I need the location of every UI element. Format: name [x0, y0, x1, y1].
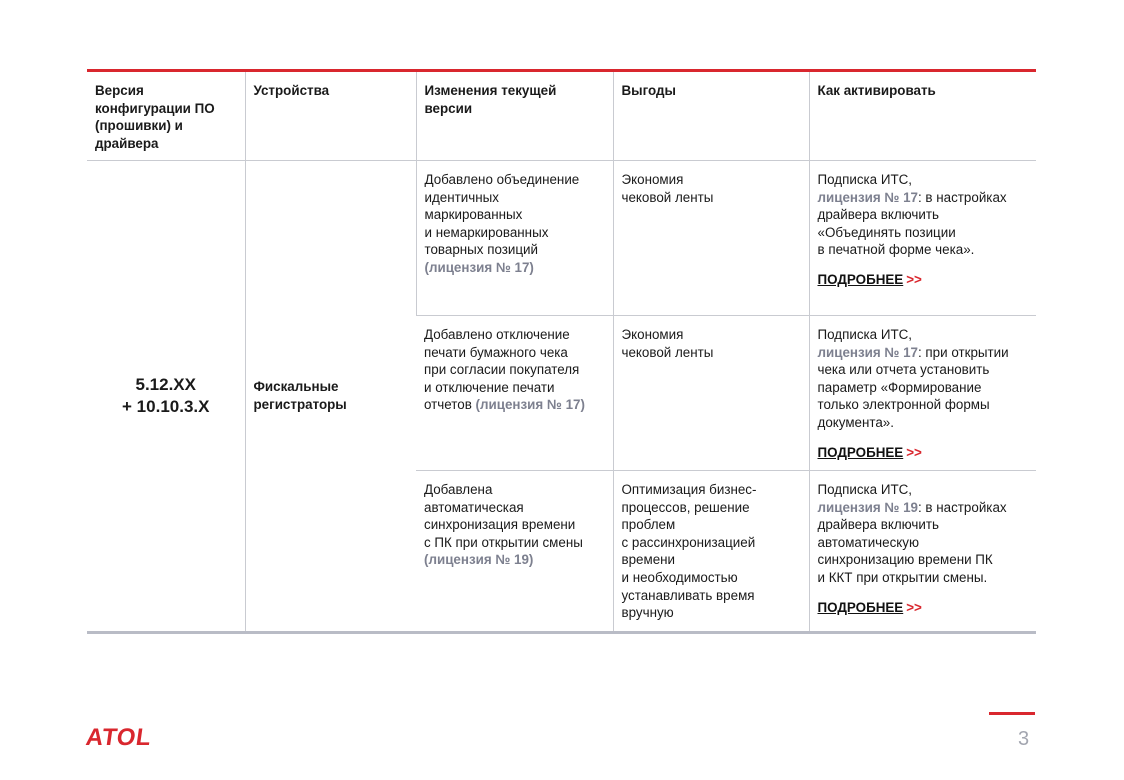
more-arrow-icon: >> [906, 599, 922, 615]
activation-line: в печатной форме чека». [817, 242, 975, 258]
change-license: (лицензия № 19) [424, 552, 534, 568]
activation-cell [809, 316, 1036, 471]
more-link[interactable] [818, 599, 922, 617]
change-line-text: отчетов [424, 397, 472, 413]
benefit-line: устанавливать время [621, 587, 755, 603]
change-line: синхронизация времени [424, 517, 576, 533]
activation-line: и ККТ при открытии смены. [817, 569, 988, 585]
header-changes: Изменения текущей версии [416, 72, 613, 161]
benefit-line: Оптимизация бизнес- [621, 482, 757, 497]
device-cell [245, 161, 416, 632]
benefit-cell [613, 316, 809, 471]
more-link-label[interactable]: ПОДРОБНЕЕ [817, 444, 904, 460]
version-driver: + 10.10.3.X [122, 397, 210, 416]
header-benefits: Выгоды [613, 72, 809, 161]
device-line-2: регистраторы [253, 397, 347, 412]
version-firmware: 5.12.XX [135, 375, 196, 394]
activation-line: драйвера включить [817, 207, 939, 223]
more-link[interactable] [818, 271, 922, 289]
activation-line: «Объединять позиции [817, 224, 956, 240]
benefit-line: с рассинхронизацией [621, 534, 756, 550]
more-link-label[interactable]: ПОДРОБНЕЕ [817, 271, 904, 287]
more-arrow-icon: >> [906, 444, 922, 460]
benefit-line: Экономия [621, 327, 684, 342]
change-license: (лицензия № 17) [424, 259, 534, 275]
change-cell [416, 316, 613, 471]
more-arrow-icon: >> [906, 271, 922, 287]
activation-line: только электронной формы [817, 397, 990, 413]
benefit-cell [613, 471, 809, 632]
page-number-rule [989, 712, 1035, 715]
benefit-line: и необходимостью [621, 569, 738, 585]
atol-logo: ATOL [84, 724, 154, 751]
change-line [424, 396, 605, 414]
activation-line: : при открытии [917, 344, 1009, 360]
comparison-table-wrapper [87, 69, 1036, 634]
header-version: Версия конфигурации ПО (прошивки) и драйвера [87, 72, 245, 161]
change-line: печати бумажного чека [424, 344, 568, 360]
activation-license-line [818, 344, 1029, 362]
activation-license-line [818, 189, 1029, 207]
version-cell [87, 161, 245, 632]
table-header-row [87, 72, 1036, 161]
activation-license: лицензия № 19 [817, 499, 918, 515]
more-link-label[interactable]: ПОДРОБНЕЕ [817, 599, 904, 615]
change-line: маркированных [424, 207, 523, 223]
benefit-line: чековой ленты [621, 344, 714, 360]
page-number: 3 [1018, 728, 1030, 750]
activation-line: Подписка ИТС, [817, 482, 913, 497]
change-cell [416, 471, 613, 632]
table-row [87, 161, 1036, 316]
activation-line: драйвера включить [817, 517, 939, 533]
activation-license-line [818, 499, 1029, 517]
activation-line: параметр «Формирование [817, 379, 982, 395]
change-line: Добавлено объединение [424, 172, 580, 187]
change-cell [416, 161, 613, 316]
version-table [87, 72, 1036, 631]
activation-line: синхронизацию времени ПК [817, 552, 993, 568]
activation-license: лицензия № 17 [817, 344, 918, 360]
activation-line: чека или отчета установить [817, 362, 990, 378]
header-activation: Как активировать [809, 72, 1036, 161]
change-line: идентичных [424, 189, 499, 205]
table-bottom-rule [87, 631, 1036, 634]
benefit-line: проблем [621, 517, 676, 533]
change-line: с ПК при открытии смены [424, 534, 583, 550]
benefit-line: времени [621, 552, 676, 568]
benefit-line: Экономия [621, 172, 684, 187]
activation-line: : в настройках [917, 499, 1007, 515]
activation-cell [809, 471, 1036, 632]
more-link[interactable] [818, 444, 922, 462]
activation-line: Подписка ИТС, [817, 327, 913, 342]
change-line: Добавлено отключение [424, 327, 570, 342]
activation-line: Подписка ИТС, [817, 172, 913, 187]
benefit-line: процессов, решение [621, 499, 750, 515]
change-line: товарных позиций [424, 242, 539, 258]
activation-line: документа». [817, 414, 894, 430]
change-line: при согласии покупателя [424, 362, 580, 378]
activation-cell [809, 161, 1036, 316]
change-line: Добавлена [424, 482, 493, 497]
change-line: и отключение печати [424, 379, 555, 395]
activation-line: : в настройках [917, 189, 1007, 205]
device-line-1: Фискальные [253, 379, 339, 395]
header-devices: Устройства [245, 72, 416, 161]
benefit-cell [613, 161, 809, 316]
change-line: автоматическая [424, 499, 524, 515]
change-line: и немаркированных [424, 224, 549, 240]
activation-line: автоматическую [817, 534, 920, 550]
change-license: (лицензия № 17) [475, 397, 585, 413]
benefit-line: вручную [621, 605, 674, 621]
benefit-line: чековой ленты [621, 189, 714, 205]
activation-license: лицензия № 17 [817, 189, 918, 205]
